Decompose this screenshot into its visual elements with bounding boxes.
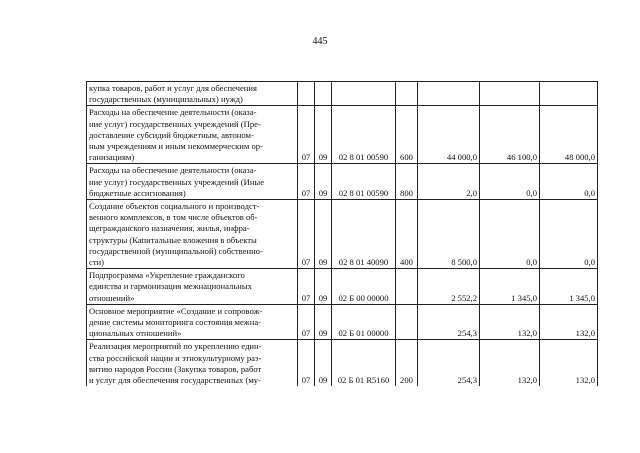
item-name-line: и услуг для обеспечения государственных (му- <box>89 375 261 386</box>
expense-type-cell: 600 <box>396 106 418 164</box>
expense-type-cell <box>396 269 418 305</box>
item-name-line: государственных (муниципальных) нужд) <box>89 94 243 105</box>
item-name-line: ства российской нации и этнокультурному раз- <box>89 352 262 363</box>
item-name-cell <box>87 269 298 305</box>
item-name-line: Реализация мероприятий по укреплению един- <box>89 341 262 352</box>
amount-year-3-cell: 132,0 <box>540 304 598 340</box>
subsection-code-cell: 09 <box>315 106 332 164</box>
expense-type-cell: 800 <box>396 164 418 200</box>
target-article-cell: 02 8 01 00590 <box>332 164 396 200</box>
subsection-code-cell: 09 <box>315 164 332 200</box>
item-name-cell <box>87 82 298 106</box>
amount-year-3-cell <box>540 82 598 106</box>
item-name-line: ние услуг) государственных учреждений (Пре- <box>89 118 261 129</box>
amount-year-3-cell: 1 345,0 <box>540 269 598 305</box>
amount-year-2-cell <box>480 82 540 106</box>
amount-year-1-cell: 254,3 <box>418 340 480 386</box>
amount-year-1-cell <box>418 82 480 106</box>
target-article-cell <box>332 82 396 106</box>
item-name-line: Создание объектов социального и производст- <box>89 201 260 212</box>
item-name-cell <box>87 164 298 200</box>
target-article-cell: 02 Б 01 R5160 <box>332 340 396 386</box>
item-name-line: бюджетные ассигнования) <box>89 187 186 198</box>
table-body <box>87 82 598 387</box>
page-number: 445 <box>312 36 328 47</box>
amount-year-1-cell: 2 552,2 <box>418 269 480 305</box>
section-code-cell: 07 <box>298 304 315 340</box>
section-code-cell: 07 <box>298 106 315 164</box>
item-name-line: доставление субсидий бюджетным, автоном- <box>89 129 254 140</box>
item-name-line: щегражданского назначения, жилья, инфра- <box>89 223 250 234</box>
table-row <box>87 164 598 200</box>
item-name-line: Подпрограмма «Укрепление гражданского <box>89 270 245 281</box>
item-name-line: купка товаров, работ и услуг для обеспечения <box>89 83 257 93</box>
amount-year-2-cell: 0,0 <box>480 200 540 269</box>
amount-year-1-cell: 8 500,0 <box>418 200 480 269</box>
amount-year-3-cell: 0,0 <box>540 164 598 200</box>
section-code-cell <box>298 82 315 106</box>
amount-year-3-cell: 48 000,0 <box>540 106 598 164</box>
item-name-cell <box>87 304 298 340</box>
table-row <box>87 82 598 106</box>
item-name-line: сти) <box>89 257 105 268</box>
table-row <box>87 340 598 386</box>
item-name-cell <box>87 340 298 386</box>
expense-type-cell <box>396 82 418 106</box>
amount-year-1-cell: 44 000,0 <box>418 106 480 164</box>
amount-year-3-cell: 132,0 <box>540 340 598 386</box>
item-name-cell <box>87 200 298 269</box>
item-name-line: дение системы мониторинга состояния межна- <box>89 317 261 328</box>
amount-year-2-cell: 1 345,0 <box>480 269 540 305</box>
expense-type-cell <box>396 304 418 340</box>
item-name-line: ние услуг) государственных учреждений (Иные <box>89 176 265 187</box>
table-row <box>87 304 598 340</box>
section-code-cell: 07 <box>298 269 315 305</box>
subsection-code-cell: 09 <box>315 200 332 269</box>
expense-type-cell: 200 <box>396 340 418 386</box>
item-name-line: государственной (муниципальной) собственно- <box>89 245 263 256</box>
table-row <box>87 269 598 305</box>
target-article-cell: 02 8 01 40090 <box>332 200 396 269</box>
item-name-line: венного комплексов, в том числе объектов об- <box>89 212 258 223</box>
section-code-cell: 07 <box>298 340 315 386</box>
item-name-line: Расходы на обеспечение деятельности (оказа- <box>89 107 257 118</box>
subsection-code-cell: 09 <box>315 340 332 386</box>
target-article-cell: 02 Б 01 00000 <box>332 304 396 340</box>
item-name-line: единства и гармонизация межнациональных <box>89 281 252 292</box>
table-row <box>87 200 598 269</box>
item-name-line: Расходы на обеспечение деятельности (оказа- <box>89 165 257 176</box>
subsection-code-cell: 09 <box>315 304 332 340</box>
amount-year-1-cell: 2,0 <box>418 164 480 200</box>
item-name-line: ганизациям) <box>89 152 135 163</box>
table-row <box>87 106 598 164</box>
item-name-line: структуры (Капитальные вложения в объекты <box>89 234 257 245</box>
item-name-line: Основное мероприятие «Создание и сопровож- <box>89 305 263 316</box>
item-name-line: витию народов России (Закупка товаров, работ <box>89 363 262 374</box>
amount-year-2-cell: 46 100,0 <box>480 106 540 164</box>
section-code-cell: 07 <box>298 164 315 200</box>
item-name-line: ным учреждениям и иным некоммерческим ор- <box>89 141 263 152</box>
subsection-code-cell: 09 <box>315 269 332 305</box>
amount-year-2-cell: 0,0 <box>480 164 540 200</box>
section-code-cell: 07 <box>298 200 315 269</box>
expense-type-cell: 400 <box>396 200 418 269</box>
item-name-line: отношений» <box>89 292 135 303</box>
budget-table <box>86 81 598 386</box>
item-name-cell <box>87 106 298 164</box>
amount-year-2-cell: 132,0 <box>480 304 540 340</box>
amount-year-2-cell: 132,0 <box>480 340 540 386</box>
item-name-line: циональных отношений» <box>89 328 182 339</box>
amount-year-1-cell: 254,3 <box>418 304 480 340</box>
target-article-cell: 02 8 01 00590 <box>332 106 396 164</box>
amount-year-3-cell: 0,0 <box>540 200 598 269</box>
subsection-code-cell <box>315 82 332 106</box>
target-article-cell: 02 Б 00 00000 <box>332 269 396 305</box>
